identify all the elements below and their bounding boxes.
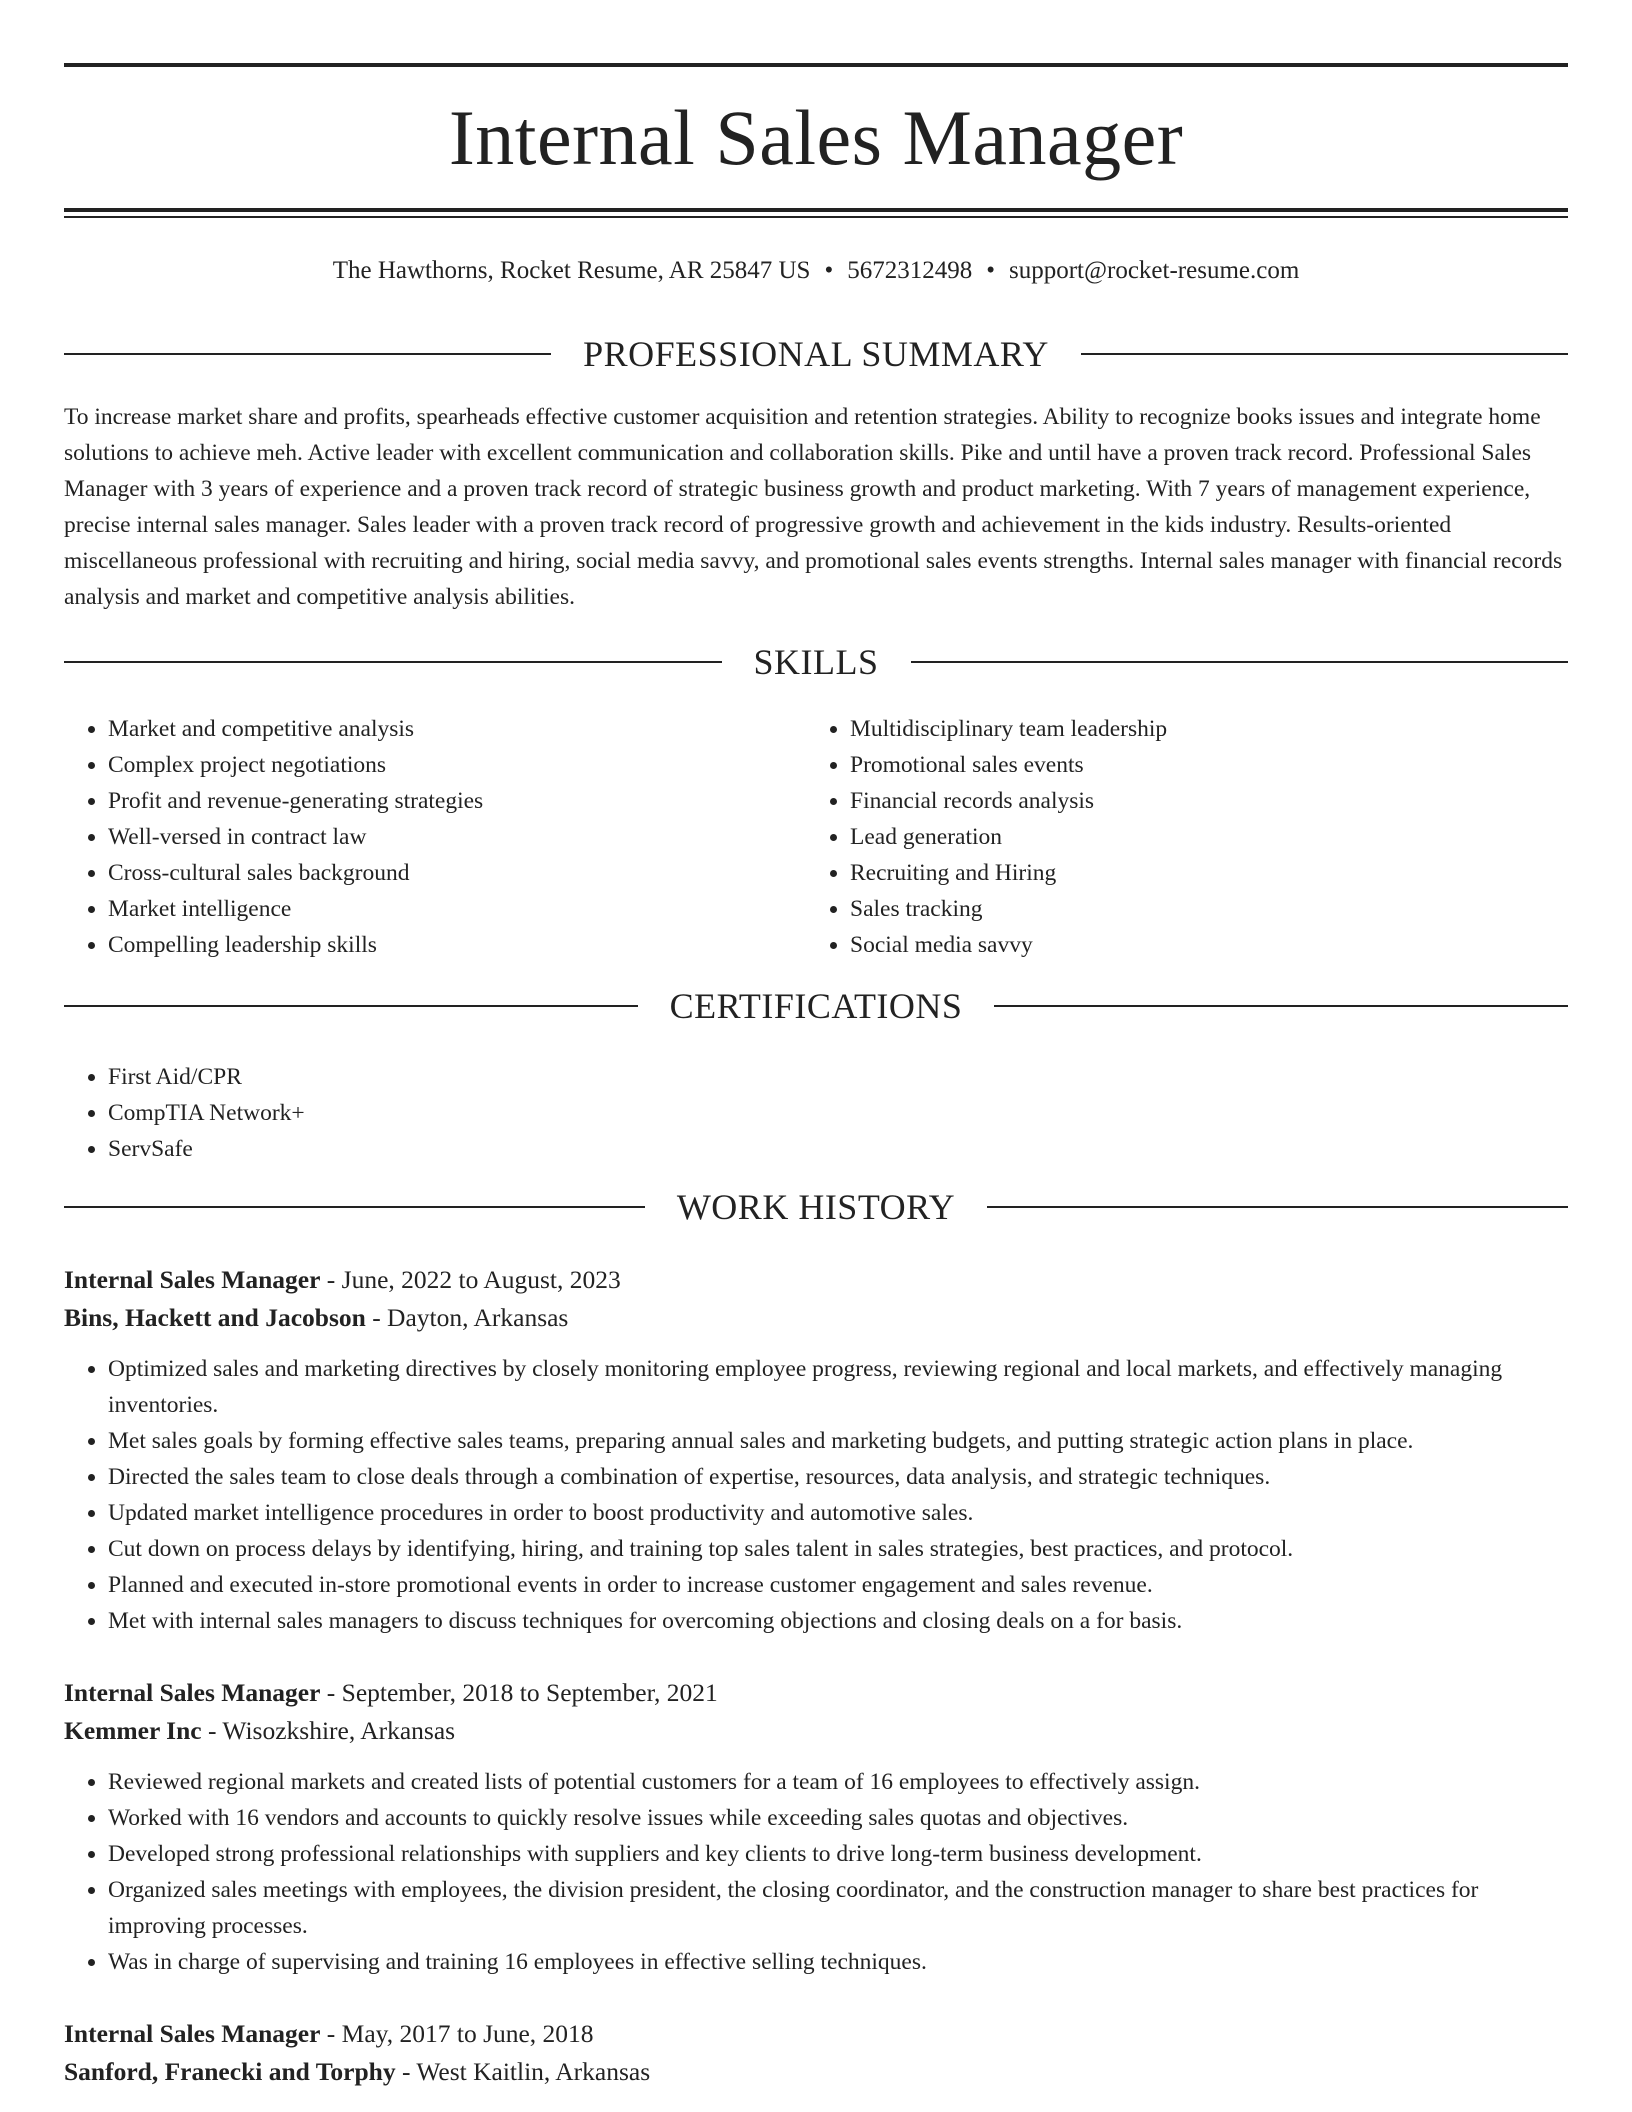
heading-label: WORK HISTORY [676, 1187, 956, 1227]
contact-email: support@rocket-resume.com [1008, 257, 1300, 284]
skill-item: • Lead generation [850, 819, 1506, 855]
contact-separator: • [824, 257, 834, 284]
certification-item: • CompTIA Network+ [108, 1095, 764, 1131]
heading-label: SKILLS [753, 642, 879, 682]
job-title: Internal Sales Manager [64, 1678, 321, 1707]
section-heading-summary [64, 332, 1568, 376]
contact-address: The Hawthorns, Rocket Resume, AR 25847 US [332, 257, 811, 284]
section-heading-certifications [64, 984, 1568, 1028]
resume-title: Internal Sales Manager [448, 94, 1184, 181]
job-bullet: • Met sales goals by forming effective sales teams, preparing annual sales and marketing budgets, and putting strategic action plans in place. [108, 1423, 1568, 1459]
job-bullet: • Updated market intelligence procedures in order to boost productivity and automotive sales. [108, 1495, 1568, 1531]
job-company: Sanford, Franecki and Torphy [64, 2057, 396, 2086]
job-bullet: • Was in charge of supervising and training 16 employees in effective selling techniques. [108, 1944, 1568, 1980]
top-rule [64, 63, 1568, 67]
job-bullet: • Worked with 16 vendors and accounts to quickly resolve issues while exceeding sales quotas and objectives. [108, 1800, 1568, 1836]
contact-separator: • [986, 257, 995, 284]
heading-rule [64, 1005, 638, 1007]
skill-item: • Market intelligence [108, 891, 764, 927]
job-title-line [64, 1674, 1568, 1712]
job-bullets [64, 1764, 1568, 1980]
skill-item: • Financial records analysis [850, 783, 1506, 819]
heading-rule [64, 1206, 645, 1208]
job-bullet: • Reviewed regional markets and created lists of potential customers for a team of 16 employees to effectively assign. [108, 1764, 1568, 1800]
skill-item: • Cross-cultural sales background [108, 855, 764, 891]
job-company-line [64, 1712, 1568, 1750]
section-heading-skills [64, 640, 1568, 684]
job-entry [64, 1674, 1568, 1980]
section-heading-work-history [64, 1185, 1568, 1229]
job-title-line [64, 1261, 1568, 1299]
job-dates: - May, 2017 to June, 2018 [320, 2019, 594, 2048]
job-dates: - June, 2022 to August, 2023 [320, 1265, 621, 1294]
job-company-line [64, 1299, 1568, 1337]
heading-label: CERTIFICATIONS [669, 986, 963, 1026]
job-bullet: • Met with internal sales managers to discuss techniques for overcoming objections and closing deals on a for basis. [108, 1603, 1568, 1639]
job-bullets [64, 1351, 1568, 1639]
job-dates: - September, 2018 to September, 2021 [320, 1678, 718, 1707]
skill-item: • Multidisciplinary team leadership [850, 711, 1506, 747]
heading-rule [64, 353, 551, 355]
skill-item: • Market and competitive analysis [108, 711, 764, 747]
heading-rule [987, 1206, 1568, 1208]
job-title: Internal Sales Manager [64, 2019, 321, 2048]
job-location: - West Kaitlin, Arkansas [395, 2057, 651, 2086]
job-location: - Wisozkshire, Arkansas [201, 1716, 456, 1745]
skill-item: • Social media savvy [850, 927, 1506, 963]
skills-column-left [64, 711, 764, 963]
job-bullet: • Developed strong professional relationships with suppliers and key clients to drive long-term business development. [108, 1836, 1568, 1872]
job-bullet: • Planned and executed in-store promotional events in order to increase customer engagement and sales revenue. [108, 1567, 1568, 1603]
job-bullet: • Cut down on process delays by identifying, hiring, and training top sales talent in sales strategies, best practices, and protocol. [108, 1531, 1568, 1567]
certifications-list [64, 1059, 764, 1167]
heading-rule [994, 1005, 1568, 1007]
job-company: Bins, Hackett and Jacobson [64, 1303, 366, 1332]
job-entry [64, 1261, 1568, 1639]
certification-item: • ServSafe [108, 1131, 764, 1167]
job-title-line [64, 2015, 1568, 2053]
job-company-line [64, 2053, 1568, 2091]
job-title: Internal Sales Manager [64, 1265, 321, 1294]
job-company: Kemmer Inc [64, 1716, 202, 1745]
contact-phone: 5672312498 [847, 257, 973, 284]
skill-item: • Compelling leadership skills [108, 927, 764, 963]
job-location: - Dayton, Arkansas [365, 1303, 569, 1332]
skill-item: • Well-versed in contract law [108, 819, 764, 855]
job-bullet: • Directed the sales team to close deals through a combination of expertise, resources, data analysis, and strategic techniques. [108, 1459, 1568, 1495]
certification-item: • First Aid/CPR [108, 1059, 764, 1095]
skills-column-right [806, 711, 1506, 963]
summary-text: To increase market share and profits, spearheads effective customer acquisition and retention strategies. Ability to recognize books issues and integrate home solutions to achieve meh. Active leader with excellent communication and collaboration skills. Pike and until have a proven track record. Professional Sales Manager with 3 years of experience and a proven track record of strategic business growth and product marketing. With 7 years of management experience, precise internal sales manager. Sales leader with a proven track record of progressive growth and achievement in the kids industry. Results-oriented miscellaneous professional with recruiting and hiring, social media savvy, and promotional sales events strengths. Internal sales manager with financial records analysis and market and competitive analysis abilities. [64, 404, 1563, 610]
job-bullet: • Optimized sales and marketing directives by closely monitoring employee progress, reviewing regional and local markets, and effectively managing inventories. [108, 1351, 1568, 1423]
title-rule-thin [64, 216, 1568, 218]
contact-line [64, 255, 1568, 287]
skill-item: • Complex project negotiations [108, 747, 764, 783]
title-rule-thick [64, 208, 1568, 212]
skill-item: • Recruiting and Hiring [850, 855, 1506, 891]
heading-rule [1081, 353, 1568, 355]
skill-item: • Promotional sales events [850, 747, 1506, 783]
skill-item: • Profit and revenue-generating strategies [108, 783, 764, 819]
heading-rule [64, 661, 722, 663]
skill-item: • Sales tracking [850, 891, 1506, 927]
job-entry [64, 2015, 1568, 2091]
heading-rule [911, 661, 1569, 663]
job-bullet: • Organized sales meetings with employees, the division president, the closing coordinator, and the construction manager to share best practices for improving processes. [108, 1872, 1568, 1944]
heading-label: PROFESSIONAL SUMMARY [583, 334, 1049, 374]
